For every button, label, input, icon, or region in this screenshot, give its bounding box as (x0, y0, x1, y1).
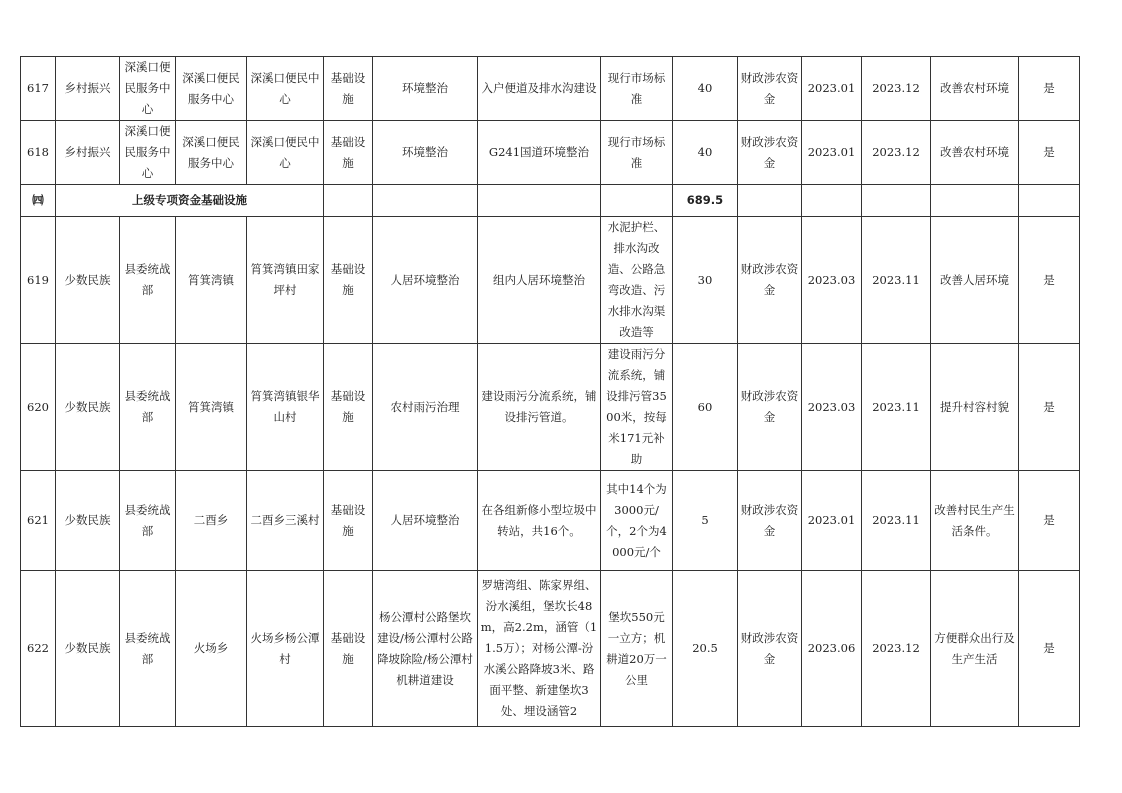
cell-standard: 现行市场标准 (601, 57, 673, 121)
section-title: 上级专项资金基础设施 (56, 185, 324, 217)
cell-location: 筲箕湾镇田家坪村 (247, 217, 324, 344)
cell-category: 乡村振兴 (56, 121, 120, 185)
cell-end: 2023.12 (862, 121, 931, 185)
cell-implementer: 深溪口便民服务中心 (176, 57, 247, 121)
cell-amount: 30 (673, 217, 738, 344)
cell-start: 2023.01 (802, 121, 862, 185)
cell-type: 基础设施 (324, 571, 373, 727)
cell-implementer: 深溪口便民服务中心 (176, 121, 247, 185)
cell-end: 2023.11 (862, 471, 931, 571)
cell-subtype: 杨公潭村公路堡坎建设/杨公潭村公路降坡除险/杨公潭村机耕道建设 (373, 571, 478, 727)
cell-start: 2023.06 (802, 571, 862, 727)
cell-source: 财政涉农资金 (738, 121, 802, 185)
cell-implementer: 筲箕湾镇 (176, 217, 247, 344)
cell-no: 620 (21, 344, 56, 471)
cell-benefit: 改善村民生产生活条件。 (931, 471, 1019, 571)
cell-standard: 其中14个为3000元/个，2个为4000元/个 (601, 471, 673, 571)
cell-content: 罗塘湾组、陈家界组、汾水溪组，堡坎长48m，高2.2m，涵管（11.5万）；对杨公潭-汾水溪公路降坡3米、路面平整、新建堡坎3处、埋设涵管2 (478, 571, 601, 727)
cell-category: 少数民族 (56, 217, 120, 344)
cell-standard: 水泥护栏、排水沟改造、公路急弯改造、污水排水沟渠改造等 (601, 217, 673, 344)
cell-unit: 县委统战部 (120, 471, 176, 571)
cell-no: 619 (21, 217, 56, 344)
cell-amount: 40 (673, 57, 738, 121)
cell-type: 基础设施 (324, 121, 373, 185)
cell-type: 基础设施 (324, 57, 373, 121)
cell-content: 在各组新修小型垃圾中转站，共16个。 (478, 471, 601, 571)
cell-benefit: 改善农村环境 (931, 57, 1019, 121)
cell-subtype: 人居环境整治 (373, 217, 478, 344)
table-body-top (21, 57, 1080, 185)
cell-unit: 深溪口便民服务中心 (120, 57, 176, 121)
cell-location: 二酉乡三溪村 (247, 471, 324, 571)
table-row (21, 344, 1080, 471)
cell-content: 组内人居环境整治 (478, 217, 601, 344)
cell-amount: 20.5 (673, 571, 738, 727)
cell-flag: 是 (1019, 471, 1080, 571)
cell-no: 621 (21, 471, 56, 571)
table-row (21, 471, 1080, 571)
cell-unit: 县委统战部 (120, 571, 176, 727)
cell-no: 617 (21, 57, 56, 121)
cell-unit: 县委统战部 (120, 217, 176, 344)
table-row (21, 121, 1080, 185)
cell-subtype: 环境整治 (373, 121, 478, 185)
section-group (21, 185, 1080, 217)
project-table (20, 56, 1080, 727)
cell-end: 2023.11 (862, 344, 931, 471)
table-row (21, 57, 1080, 121)
cell-source: 财政涉农资金 (738, 471, 802, 571)
cell-location: 深溪口便民中心 (247, 57, 324, 121)
cell-source: 财政涉农资金 (738, 344, 802, 471)
table-row (21, 217, 1080, 344)
cell-source: 财政涉农资金 (738, 217, 802, 344)
cell-location: 深溪口便民中心 (247, 121, 324, 185)
cell-category: 少数民族 (56, 571, 120, 727)
cell-location: 火场乡杨公潭村 (247, 571, 324, 727)
cell-standard: 建设雨污分流系统，铺设排污管3500米，按每米171元补助 (601, 344, 673, 471)
cell-flag: 是 (1019, 217, 1080, 344)
cell-category: 少数民族 (56, 471, 120, 571)
cell-no: 622 (21, 571, 56, 727)
cell-source: 财政涉农资金 (738, 571, 802, 727)
table-body-bottom (21, 217, 1080, 727)
cell-content: 入户便道及排水沟建设 (478, 57, 601, 121)
table-row (21, 571, 1080, 727)
cell-location: 筲箕湾镇银华山村 (247, 344, 324, 471)
cell-implementer: 火场乡 (176, 571, 247, 727)
cell-implementer: 二酉乡 (176, 471, 247, 571)
cell-flag: 是 (1019, 571, 1080, 727)
cell-subtype: 人居环境整治 (373, 471, 478, 571)
cell-start: 2023.03 (802, 344, 862, 471)
cell-start: 2023.01 (802, 471, 862, 571)
cell-standard: 堡坎550元一立方；机耕道20万一公里 (601, 571, 673, 727)
cell-category: 乡村振兴 (56, 57, 120, 121)
cell-type: 基础设施 (324, 471, 373, 571)
cell-start: 2023.03 (802, 217, 862, 344)
cell-end: 2023.11 (862, 217, 931, 344)
cell-content: G241国道环境整治 (478, 121, 601, 185)
cell-start: 2023.01 (802, 57, 862, 121)
cell-end: 2023.12 (862, 57, 931, 121)
cell-unit: 深溪口便民服务中心 (120, 121, 176, 185)
cell-end: 2023.12 (862, 571, 931, 727)
cell-benefit: 改善农村环境 (931, 121, 1019, 185)
cell-flag: 是 (1019, 121, 1080, 185)
cell-benefit: 提升村容村貌 (931, 344, 1019, 471)
cell-category: 少数民族 (56, 344, 120, 471)
cell-type: 基础设施 (324, 217, 373, 344)
cell-standard: 现行市场标准 (601, 121, 673, 185)
cell-no: 618 (21, 121, 56, 185)
section-number: ㈣ (21, 185, 56, 217)
cell-content: 建设雨污分流系统，铺设排污管道。 (478, 344, 601, 471)
section-amount: 689.5 (673, 185, 738, 217)
cell-subtype: 农村雨污治理 (373, 344, 478, 471)
cell-type: 基础设施 (324, 344, 373, 471)
cell-benefit: 方便群众出行及生产生活 (931, 571, 1019, 727)
section-row (21, 185, 1080, 217)
cell-amount: 40 (673, 121, 738, 185)
cell-implementer: 筲箕湾镇 (176, 344, 247, 471)
cell-amount: 60 (673, 344, 738, 471)
cell-source: 财政涉农资金 (738, 57, 802, 121)
cell-flag: 是 (1019, 344, 1080, 471)
cell-amount: 5 (673, 471, 738, 571)
cell-subtype: 环境整治 (373, 57, 478, 121)
cell-benefit: 改善人居环境 (931, 217, 1019, 344)
cell-flag: 是 (1019, 57, 1080, 121)
cell-unit: 县委统战部 (120, 344, 176, 471)
